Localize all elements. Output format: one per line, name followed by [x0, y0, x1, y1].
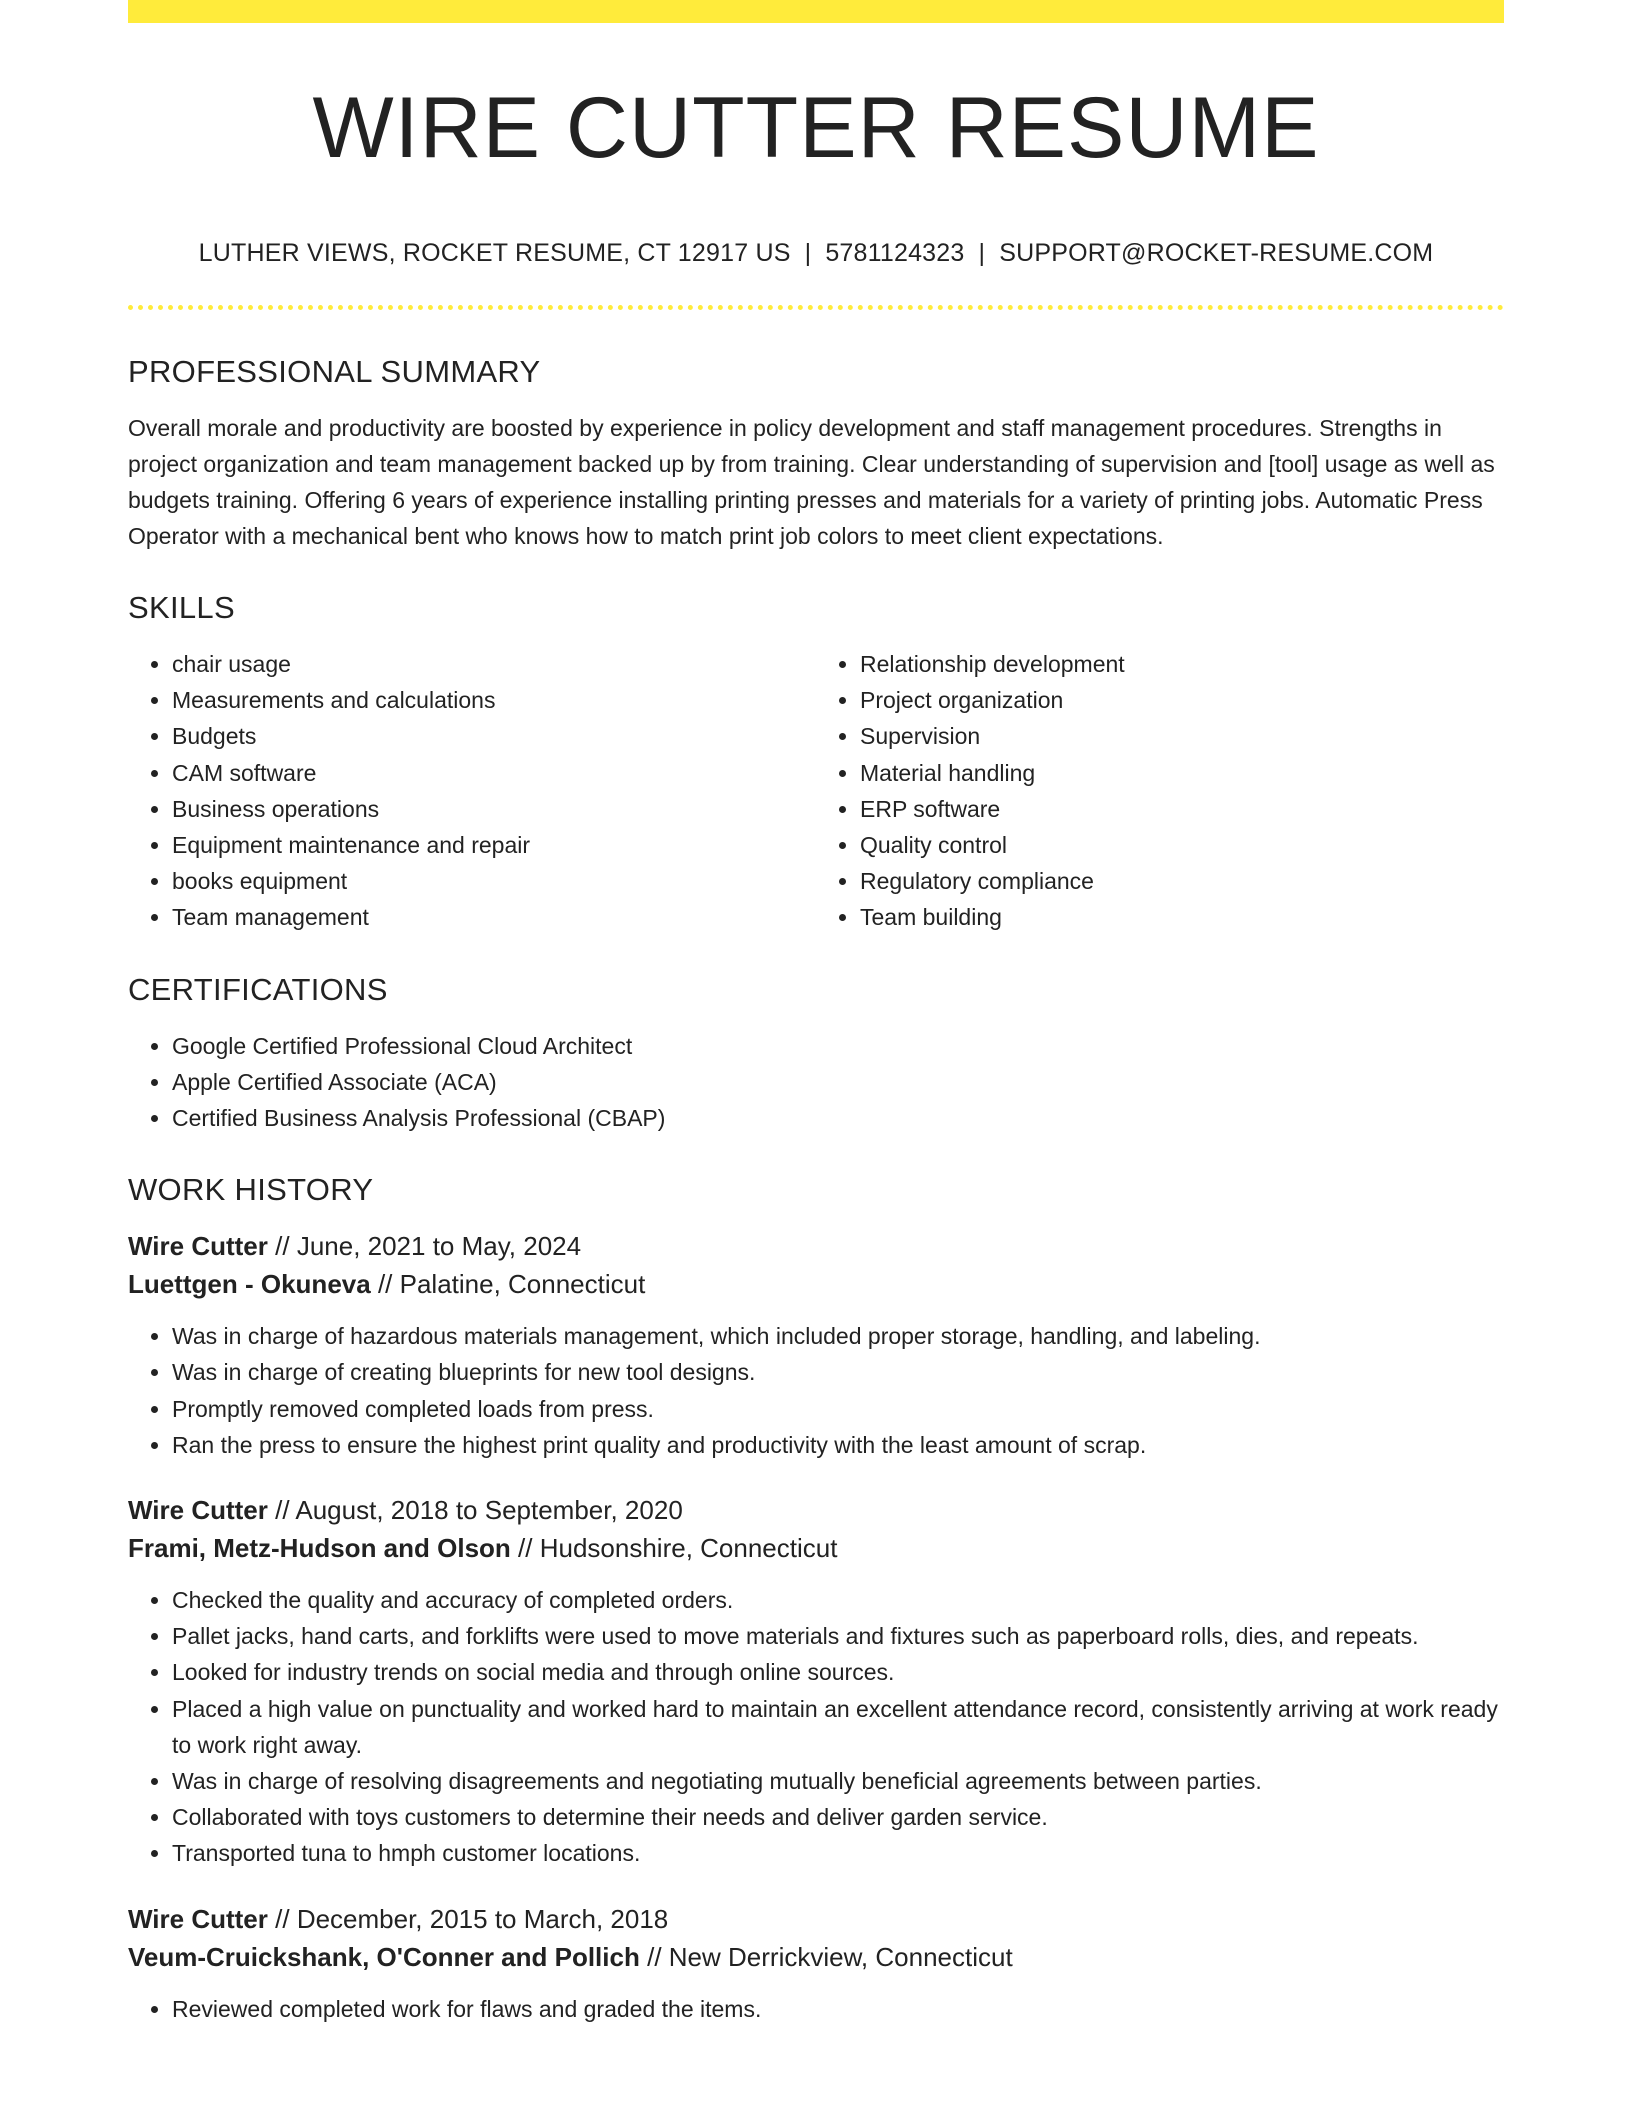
contact-line [128, 241, 1504, 266]
skills-list-right [816, 646, 1504, 936]
skill-item: • Material handling [860, 755, 1504, 791]
skill-item: • Equipment maintenance and repair [172, 827, 816, 863]
job-divider: // [377, 1269, 393, 1300]
summary-heading: PROFESSIONAL SUMMARY [128, 354, 541, 389]
skill-item: • Business operations [172, 791, 816, 827]
skill-item: • CAM software [172, 755, 816, 791]
job-bullet: • Pallet jacks, hand carts, and forklifts were used to move materials and fixtures such as paperboard rolls, dies, and repeats. [172, 1618, 1504, 1654]
job-dates: June, 2021 to May, 2024 [296, 1231, 582, 1262]
job-location: Hudsonshire, Connecticut [539, 1533, 838, 1564]
contact-phone: 5781124323 [825, 239, 965, 267]
job-bullets [128, 1318, 1504, 1463]
job-title-line [128, 1227, 1504, 1265]
summary-text: Overall morale and productivity are boosted by experience in policy development and staff management procedures. Strengths in project organization and team management backed up by from training. Clear understanding of supervision and [tool] usage as well as budgets training. Offering 6 years of experience installing printing presses and materials for a variety of printing jobs. Automatic Press Operator with a mechanical bent who knows how to match print job colors to meet client expectations. [128, 415, 1495, 549]
skill-item: • Budgets [172, 718, 816, 754]
skill-item: • Supervision [860, 718, 1504, 754]
certifications-heading: CERTIFICATIONS [128, 971, 388, 1007]
job-bullet: • Transported tuna to hmph customer locations. [172, 1835, 1504, 1871]
job-entry [128, 1227, 1504, 1463]
job-company-line [128, 1938, 1504, 1976]
skill-item: • Quality control [860, 827, 1504, 863]
top-accent-bar [128, 0, 1504, 23]
certification-item: • Google Certified Professional Cloud Architect [172, 1028, 1504, 1064]
job-bullet: • Checked the quality and accuracy of completed orders. [172, 1582, 1504, 1618]
job-divider: // [275, 1903, 290, 1934]
skill-item: • Relationship development [860, 646, 1504, 682]
contact-separator: | [804, 239, 812, 267]
skill-item: • Team building [860, 899, 1504, 935]
job-divider: // [518, 1533, 533, 1564]
job-divider: // [275, 1495, 290, 1526]
job-bullets [128, 1991, 1504, 2027]
job-bullet: • Promptly removed completed loads from press. [172, 1391, 1504, 1427]
job-divider: // [647, 1941, 662, 1972]
skill-item: • Regulatory compliance [860, 863, 1504, 899]
certification-item: • Certified Business Analysis Professional (CBAP) [172, 1100, 1504, 1136]
resume-page [128, 0, 1504, 2027]
job-company: Frami, Metz-Hudson and Olson [128, 1533, 511, 1564]
job-title-line [128, 1491, 1504, 1529]
job-bullet: • Reviewed completed work for flaws and graded the items. [172, 1991, 1504, 2027]
job-company-line [128, 1529, 1504, 1567]
certifications-list [128, 1028, 1504, 1137]
skills-heading: SKILLS [128, 590, 235, 625]
job-dates: December, 2015 to March, 2018 [296, 1903, 669, 1934]
contact-separator: | [978, 239, 986, 267]
dotted-divider [128, 305, 1504, 310]
skill-item: • books equipment [172, 863, 816, 899]
job-bullet: • Looked for industry trends on social media and through online sources. [172, 1654, 1504, 1690]
job-title: Wire Cutter [128, 1903, 268, 1934]
job-company-line [128, 1265, 1504, 1303]
skill-item: • Measurements and calculations [172, 682, 816, 718]
resume-title: WIRE CUTTER RESUME [312, 80, 1320, 176]
skill-item: • ERP software [860, 791, 1504, 827]
job-dates: August, 2018 to September, 2020 [295, 1495, 683, 1526]
job-company: Veum-Cruickshank, O'Conner and Pollich [128, 1941, 640, 1972]
job-divider: // [275, 1231, 290, 1262]
contact-address: LUTHER VIEWS, ROCKET RESUME, CT 12917 US [198, 239, 791, 267]
skills-grid [128, 646, 1504, 936]
skill-item: • Team management [172, 899, 816, 935]
job-bullets [128, 1582, 1504, 1872]
job-location: Palatine, Connecticut [399, 1269, 646, 1300]
skills-list-left [128, 646, 816, 936]
job-bullet: • Ran the press to ensure the highest print quality and productivity with the least amount of scrap. [172, 1427, 1504, 1463]
job-entry [128, 1900, 1504, 2027]
job-bullet: • Collaborated with toys customers to determine their needs and deliver garden service. [172, 1799, 1504, 1835]
job-title: Wire Cutter [128, 1495, 268, 1526]
job-title: Wire Cutter [128, 1231, 268, 1262]
job-entry [128, 1491, 1504, 1872]
job-bullet: • Was in charge of resolving disagreements and negotiating mutually beneficial agreements between parties. [172, 1763, 1504, 1799]
job-bullet: • Was in charge of hazardous materials management, which included proper storage, handling, and labeling. [172, 1318, 1504, 1354]
certification-item: • Apple Certified Associate (ACA) [172, 1064, 1504, 1100]
job-location: New Derrickview, Connecticut [668, 1941, 1013, 1972]
job-bullet: • Was in charge of creating blueprints for new tool designs. [172, 1354, 1504, 1390]
job-title-line [128, 1900, 1504, 1938]
skill-item: • Project organization [860, 682, 1504, 718]
work-history-heading: WORK HISTORY [128, 1172, 374, 1208]
contact-email: SUPPORT@ROCKET-RESUME.COM [999, 239, 1434, 267]
job-company: Luettgen - Okuneva [128, 1269, 371, 1300]
job-bullet: • Placed a high value on punctuality and worked hard to maintain an excellent attendance record, consistently arriving at work ready to work right away. [172, 1691, 1504, 1763]
skill-item: • chair usage [172, 646, 816, 682]
